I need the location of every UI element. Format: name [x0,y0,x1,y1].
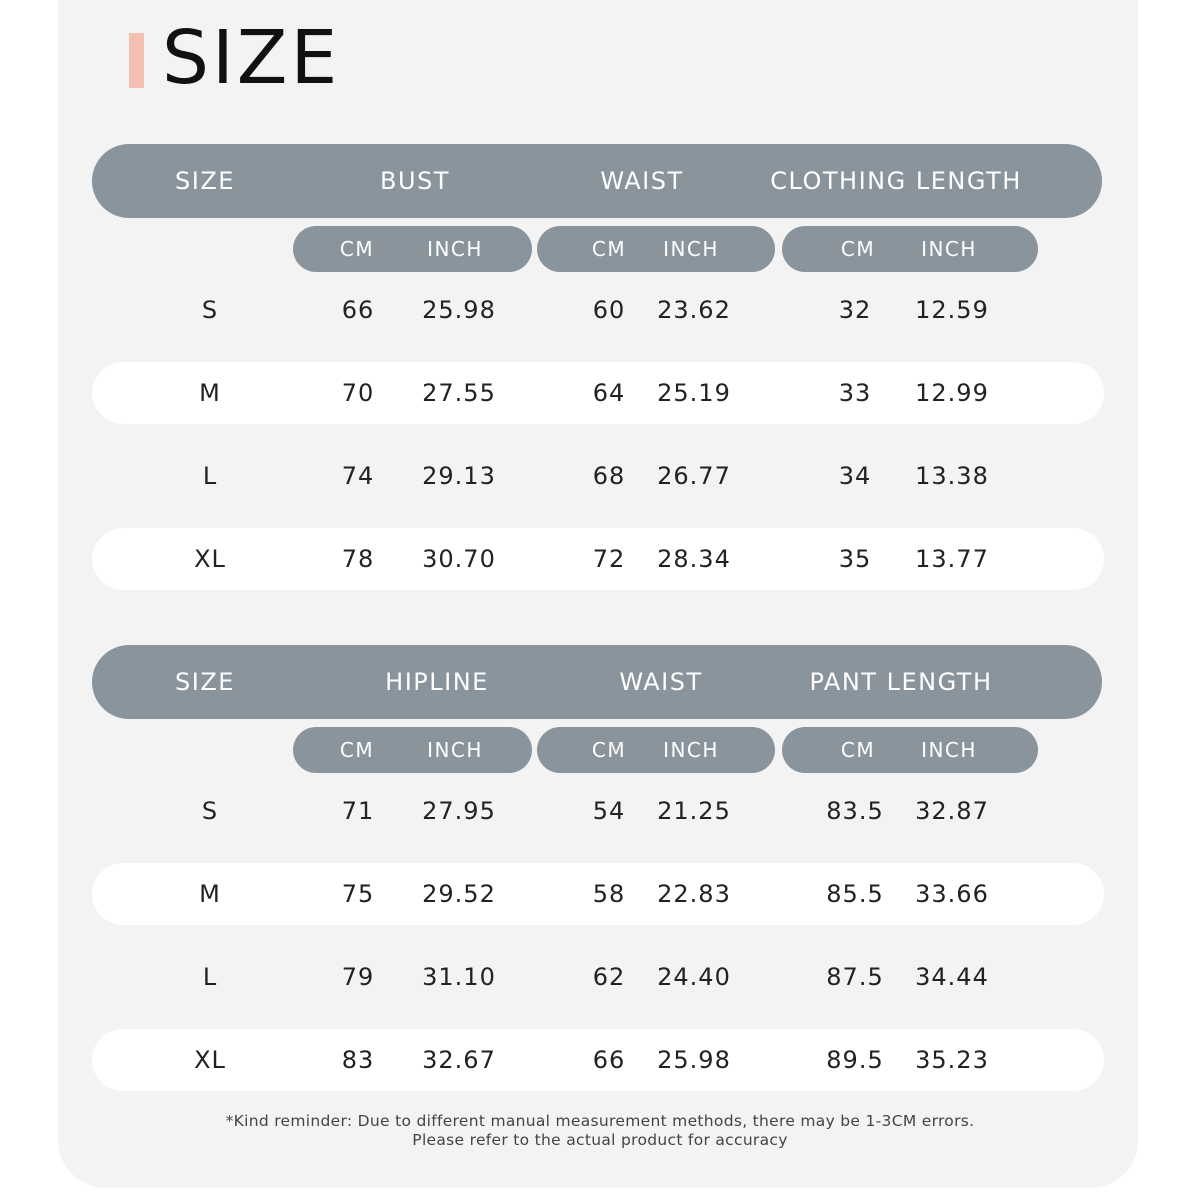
table-cell: 13.38 [915,462,989,490]
table-cell: 87.5 [826,963,884,991]
table-cell: 32.67 [422,1046,496,1074]
column-header: HIPLINE [385,668,489,696]
column-header: SIZE [175,668,235,696]
unit-label-cm: CM [591,237,627,261]
table-cell: 12.99 [915,379,989,407]
unit-label-inch: INCH [921,237,977,261]
page-title: SIZE [162,15,341,101]
table-cell: 25.98 [657,1046,731,1074]
table-cell: 29.13 [422,462,496,490]
unit-pill [782,226,1038,272]
size-cell: XL [194,1046,226,1074]
column-header: BUST [380,167,450,195]
unit-label-inch: INCH [921,738,977,762]
unit-label-inch: INCH [427,738,483,762]
table-cell: 27.55 [422,379,496,407]
column-header: PANT LENGTH [809,668,993,696]
table-cell: 78 [341,545,375,573]
table-cell: 29.52 [422,880,496,908]
unit-pill [537,727,775,773]
table-cell: 89.5 [826,1046,884,1074]
unit-label-cm: CM [840,237,876,261]
unit-label-inch: INCH [427,237,483,261]
table-cell: 64 [592,379,626,407]
table-cell: 28.34 [657,545,731,573]
table-cell: 72 [592,545,626,573]
size-cell: M [199,379,221,407]
table-cell: 75 [341,880,375,908]
table-cell: 34.44 [915,963,989,991]
table-cell: 27.95 [422,797,496,825]
unit-pill [293,727,532,773]
table-cell: 21.25 [657,797,731,825]
table-cell: 33.66 [915,880,989,908]
table-cell: 23.62 [657,296,731,324]
table-cell: 30.70 [422,545,496,573]
footnote-line-2: Please refer to the actual product for accuracy [412,1131,788,1149]
table-cell: 32 [838,296,872,324]
table-cell: 26.77 [657,462,731,490]
size-cell: M [199,880,221,908]
table-cell: 60 [592,296,626,324]
table-cell: 70 [341,379,375,407]
unit-pill [782,727,1038,773]
size-cell: S [201,296,219,324]
unit-pill [537,226,775,272]
size-cell: XL [194,545,226,573]
table-cell: 13.77 [915,545,989,573]
table-cell: 54 [592,797,626,825]
table-cell: 83.5 [826,797,884,825]
table-cell: 31.10 [422,963,496,991]
table-1-header [92,144,1102,218]
table-cell: 68 [592,462,626,490]
size-cell: S [201,797,219,825]
table-cell: 24.40 [657,963,731,991]
size-cell: L [202,462,218,490]
table-cell: 79 [341,963,375,991]
table-cell: 66 [341,296,375,324]
table-2-header [92,645,1102,719]
table-cell: 12.59 [915,296,989,324]
column-header: WAIST [600,167,684,195]
table-cell: 35 [838,545,872,573]
table-cell: 85.5 [826,880,884,908]
table-cell: 25.19 [657,379,731,407]
table-cell: 74 [341,462,375,490]
table-cell: 34 [838,462,872,490]
table-cell: 71 [341,797,375,825]
unit-label-cm: CM [339,237,375,261]
table-cell: 66 [592,1046,626,1074]
title-accent-bar [129,33,144,88]
table-cell: 58 [592,880,626,908]
unit-label-inch: INCH [663,738,719,762]
unit-pill [293,226,532,272]
table-cell: 62 [592,963,626,991]
table-cell: 33 [838,379,872,407]
unit-label-inch: INCH [663,237,719,261]
size-cell: L [202,963,218,991]
table-cell: 25.98 [422,296,496,324]
table-cell: 35.23 [915,1046,989,1074]
column-header: SIZE [175,167,235,195]
table-cell: 32.87 [915,797,989,825]
column-header: CLOTHING LENGTH [770,167,1022,195]
unit-label-cm: CM [840,738,876,762]
unit-label-cm: CM [591,738,627,762]
unit-label-cm: CM [339,738,375,762]
footnote-line-1: *Kind reminder: Due to different manual measurement methods, there may be 1-3CM errors. [225,1112,975,1130]
column-header: WAIST [619,668,703,696]
table-cell: 83 [341,1046,375,1074]
table-cell: 22.83 [657,880,731,908]
